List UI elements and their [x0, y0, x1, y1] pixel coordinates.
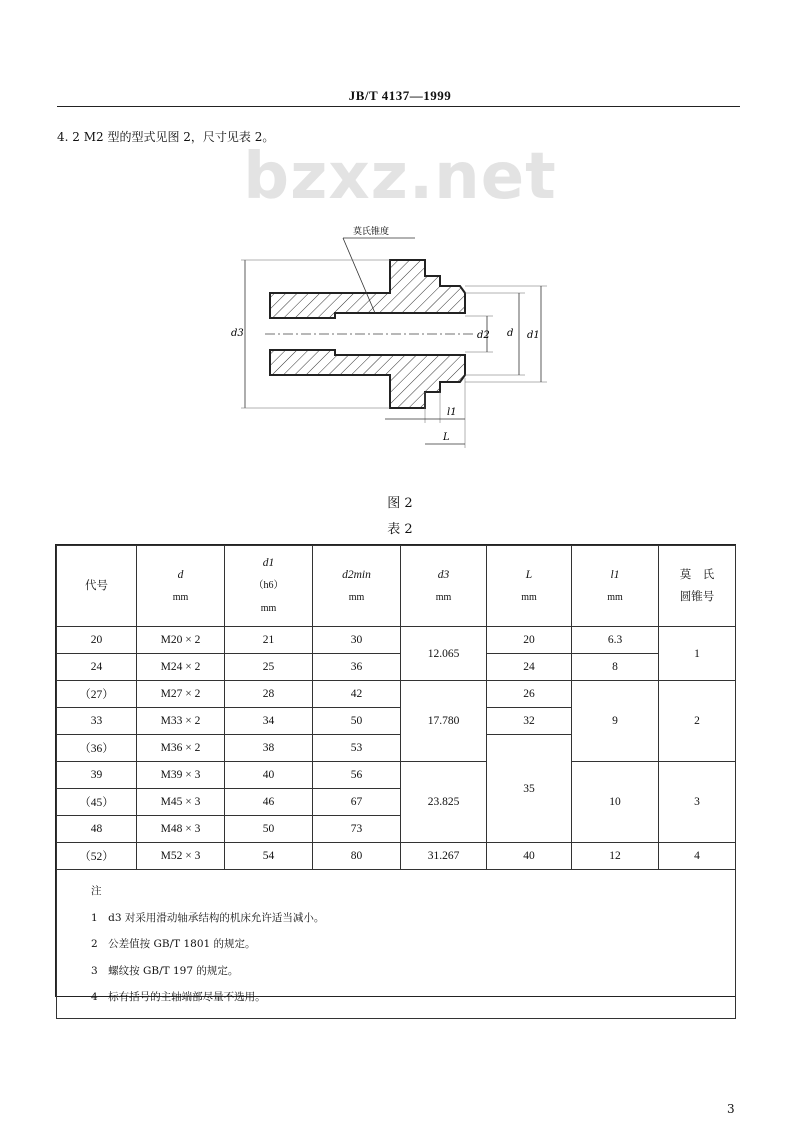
cell-d1: 25 [225, 654, 313, 681]
cell-d: M45 × 3 [137, 789, 225, 816]
cell-d: M39 × 3 [137, 762, 225, 789]
cell-d2min: 42 [313, 681, 401, 708]
cell-d2min: 30 [313, 627, 401, 654]
cell-l1: 6.3 [572, 627, 659, 654]
cell-code: （36） [57, 735, 137, 762]
cell-d3: 12.065 [401, 627, 487, 681]
cell-d: M52 × 3 [137, 843, 225, 870]
figure-2-drawing [225, 218, 565, 458]
cell-d: M33 × 2 [137, 708, 225, 735]
cell-code: （45） [57, 789, 137, 816]
cell-L: 40 [487, 843, 572, 870]
cell-d3: 17.780 [401, 681, 487, 762]
cell-code: 39 [57, 762, 137, 789]
clause-4-2: 4. 2 M2 型的型式见图 2，尺寸见表 2。 [57, 130, 275, 144]
cell-d1: 40 [225, 762, 313, 789]
cell-code: 48 [57, 816, 137, 843]
col-header-d1: d1 （h6） mm [225, 546, 313, 627]
cell-d2min: 56 [313, 762, 401, 789]
note-3: 3 螺纹按 GB/T 197 的规定。 [91, 964, 239, 977]
cell-morse: 2 [659, 681, 736, 762]
cell-l1: 9 [572, 681, 659, 762]
cell-L: 35 [487, 735, 572, 843]
table-header-row [57, 546, 736, 627]
notes-row [57, 870, 736, 1019]
col-header-l1: l1 mm [572, 546, 659, 627]
col-header-code: 代号 [57, 546, 137, 627]
header-rule [57, 106, 740, 107]
spindle-upper-section [270, 260, 465, 318]
table-row [57, 627, 736, 654]
cell-d3: 23.825 [401, 762, 487, 843]
note-1: 1 d3 对采用滑动轴承结构的机床允许适当减小。 [91, 911, 325, 924]
cell-code: （27） [57, 681, 137, 708]
cell-l1: 12 [572, 843, 659, 870]
cell-l1: 8 [572, 654, 659, 681]
cell-d: M27 × 2 [137, 681, 225, 708]
table-row [57, 654, 736, 681]
cell-d1: 28 [225, 681, 313, 708]
cell-d: M20 × 2 [137, 627, 225, 654]
col-header-morse: 莫 氏 圆锥号 [659, 546, 736, 627]
cell-d1: 34 [225, 708, 313, 735]
label-morse-taper: 莫氏锥度 [353, 227, 390, 237]
col-header-d2min: d2min mm [313, 546, 401, 627]
cell-morse: 3 [659, 762, 736, 843]
cell-d2min: 67 [313, 789, 401, 816]
cell-morse: 4 [659, 843, 736, 870]
label-d2: d2 [477, 330, 490, 341]
cell-l1: 10 [572, 762, 659, 843]
cell-code: 20 [57, 627, 137, 654]
cell-d2min: 80 [313, 843, 401, 870]
note-2: 2 公差值按 GB/T 1801 的规定。 [91, 938, 256, 950]
col-header-d: d mm [137, 546, 225, 627]
table-caption: 表 2 [387, 522, 413, 537]
label-d1: d1 [527, 330, 540, 341]
table-notes [57, 870, 736, 1019]
cell-L: 24 [487, 654, 572, 681]
page-number: 3 [727, 1102, 735, 1116]
watermark: bzxz.net [243, 140, 557, 214]
figure-caption: 图 2 [387, 496, 413, 511]
cell-d: M24 × 2 [137, 654, 225, 681]
notes-title: 注 [91, 885, 102, 897]
col-header-L: L mm [487, 546, 572, 627]
table-row [57, 762, 736, 789]
label-l1: l1 [447, 407, 457, 418]
cell-d1: 38 [225, 735, 313, 762]
note-4: 4 标有括号的主轴端部尽量不选用。 [91, 991, 266, 1003]
dimension-table [55, 544, 736, 1003]
cell-code: （52） [57, 843, 137, 870]
cell-code: 33 [57, 708, 137, 735]
spindle-lower-section [270, 350, 465, 408]
cell-d1: 46 [225, 789, 313, 816]
cell-d1: 54 [225, 843, 313, 870]
cell-d: M36 × 2 [137, 735, 225, 762]
cell-d2min: 36 [313, 654, 401, 681]
label-d: d [507, 328, 514, 339]
label-d3: d3 [231, 328, 244, 339]
table-row [57, 681, 736, 708]
cell-d2min: 53 [313, 735, 401, 762]
cell-L: 26 [487, 681, 572, 708]
standard-number: JB/T 4137—1999 [348, 88, 452, 103]
table-row [57, 843, 736, 870]
col-header-d3: d3 mm [401, 546, 487, 627]
cell-L: 20 [487, 627, 572, 654]
cell-code: 24 [57, 654, 137, 681]
cell-d2min: 73 [313, 816, 401, 843]
cell-d1: 50 [225, 816, 313, 843]
label-L: L [443, 432, 450, 443]
cell-d3: 31.267 [401, 843, 487, 870]
cell-L: 32 [487, 708, 572, 735]
cell-d: M48 × 3 [137, 816, 225, 843]
cell-d2min: 50 [313, 708, 401, 735]
cell-d1: 21 [225, 627, 313, 654]
cell-morse: 1 [659, 627, 736, 681]
